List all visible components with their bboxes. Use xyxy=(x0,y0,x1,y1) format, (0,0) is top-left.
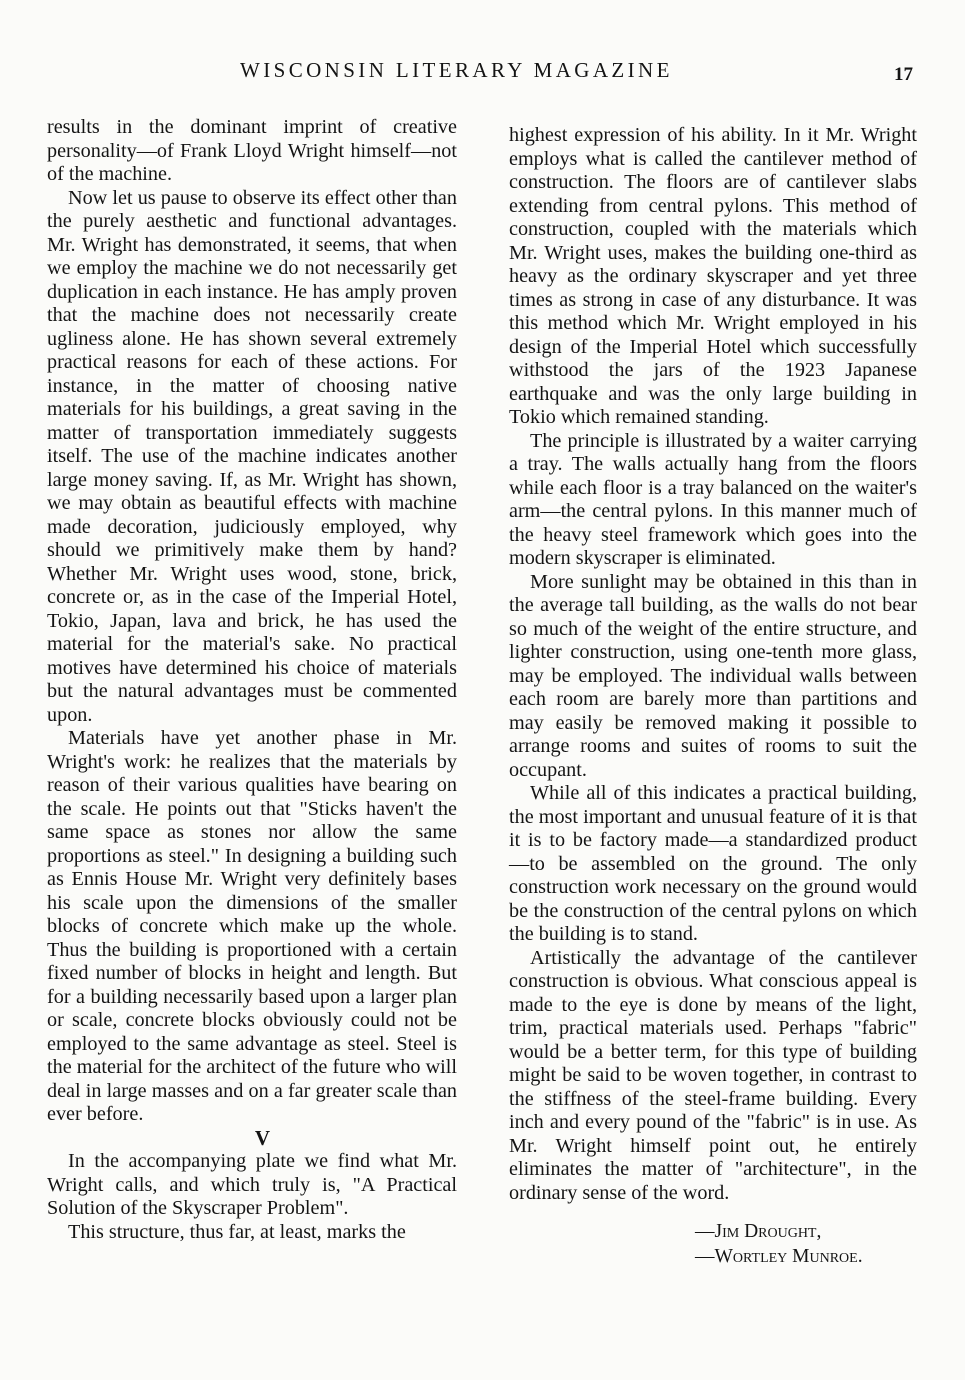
paragraph: Artistically the advantage of the cantilever construction is obvious. What conscious appeal is made to the eye is done by means of the light, trim, practical materials used. Perhaps "fabric" would be a better term, for this type of building might be said to be woven together, in contrast to the stiffness of the steel-frame building. Every inch and every pound of the "fabric" is in use. As Mr. Wright himself point out, he entirely eliminates the matter of "architecture", in the ordinary sense of the word. xyxy=(509,946,917,1204)
author-signature xyxy=(509,1219,917,1269)
paragraph: Materials have yet another phase in Mr. Wright's work: he realizes that the materials by reason of their various qualities have bearing on the scale. He points out that "Sticks haven't the same space as stones nor allow the same proportions as steel." In designing a building such as Ennis House Mr. Wright very definitely bases his scale upon the dimensions of the smaller blocks of concrete which make up the whole. Thus the building is proportioned with a certain fixed number of blocks in height and length. But for a building necessarily based upon a larger plan or scale, concrete blocks obviously could not be employed to the same advantage as steel. Steel is the material for the architect of the future who will deal in large masses and on a far greater scale than ever before. xyxy=(47,727,457,1125)
paragraph: highest expression of his ability. In it Mr. Wright employs what is called the cantilever method of construction. The floors are of cantilever slabs extending from central pylons. This method of construction, coupled with the materials which Mr. Wright uses, makes the building one-third as heavy as the ordinary skyscraper and yet three times as strong in case of any disturbance. It was this method which Mr. Wright employed in his design of the Imperial Hotel which successfully withstood the jars of the 1923 Japanese earthquake and was the only large building in Tokio which remained standing. xyxy=(509,124,917,428)
author-name: —Wortley Munroe. xyxy=(695,1246,863,1267)
left-column xyxy=(47,116,457,1244)
paragraph: While all of this indicates a practical building, the most important and unusual feature of it is that it is to be factory made—a standardized product—to be assembled on the ground. The only construction work necessary on the ground would be the construction of the central pylons on which the building is to stand. xyxy=(509,782,917,945)
section-heading: V xyxy=(254,1125,271,1150)
magazine-title: WISCONSIN LITERARY MAGAZINE xyxy=(240,58,673,82)
running-header xyxy=(0,58,965,88)
paragraph: In the accompanying plate we find what Mr. Wright calls, and which truly is, "A Practical Solution of the Skyscraper Problem". xyxy=(47,1150,457,1219)
paragraph: More sunlight may be obtained in this than in the average tall building, as the walls do not bear so much of the weight of the entire structure, and lighter construction, using one-tenth more glass, may be employed. The individual walls between each room are barely more than partitions and may easily be removed making it possible to arrange rooms and suites of rooms to suit the occupant. xyxy=(509,570,917,781)
right-column xyxy=(509,124,917,1269)
paragraph: This structure, thus far, at least, marks the xyxy=(68,1220,406,1243)
author-name: —Jim Drought, xyxy=(695,1221,822,1242)
paragraph: results in the dominant imprint of creative personality—of Frank Lloyd Wright himself—not of the machine. xyxy=(47,116,457,185)
paragraph: Now let us pause to observe its effect other than the purely aesthetic and functional advantages. Mr. Wright has demonstrated, it seems, that when we employ the machine we do not necessarily get duplication in each instance. He has amply proven that the machine does not necessarily create ugliness alone. He has shown several extremely practical reasons for each of these actions. For instance, in the matter of choosing native materials for his buildings, a great saving in the matter of transportation immediately suggests itself. The use of the machine indicates another large money saving. If, as Mr. Wright has shown, we may obtain as beautiful effects with machine made decoration, judiciously employed, why should we primitively make them by hand? Whether Mr. Wright uses wood, stone, brick, concrete or, as in the case of the Imperial Hotel, Tokio, Japan, lava and brick, he has used the material for the material's sake. No practical motives have determined his choice of materials but the natural advantages must be commented upon. xyxy=(47,186,457,726)
paragraph: The principle is illustrated by a waiter carrying a tray. The walls actually hang from the floors while each floor is a tray balanced on the waiter's arm—the central pylons. In this manner much of the heavy steel framework which goes into the modern skyscraper is eliminated. xyxy=(509,429,917,569)
page-number: 17 xyxy=(894,64,913,85)
